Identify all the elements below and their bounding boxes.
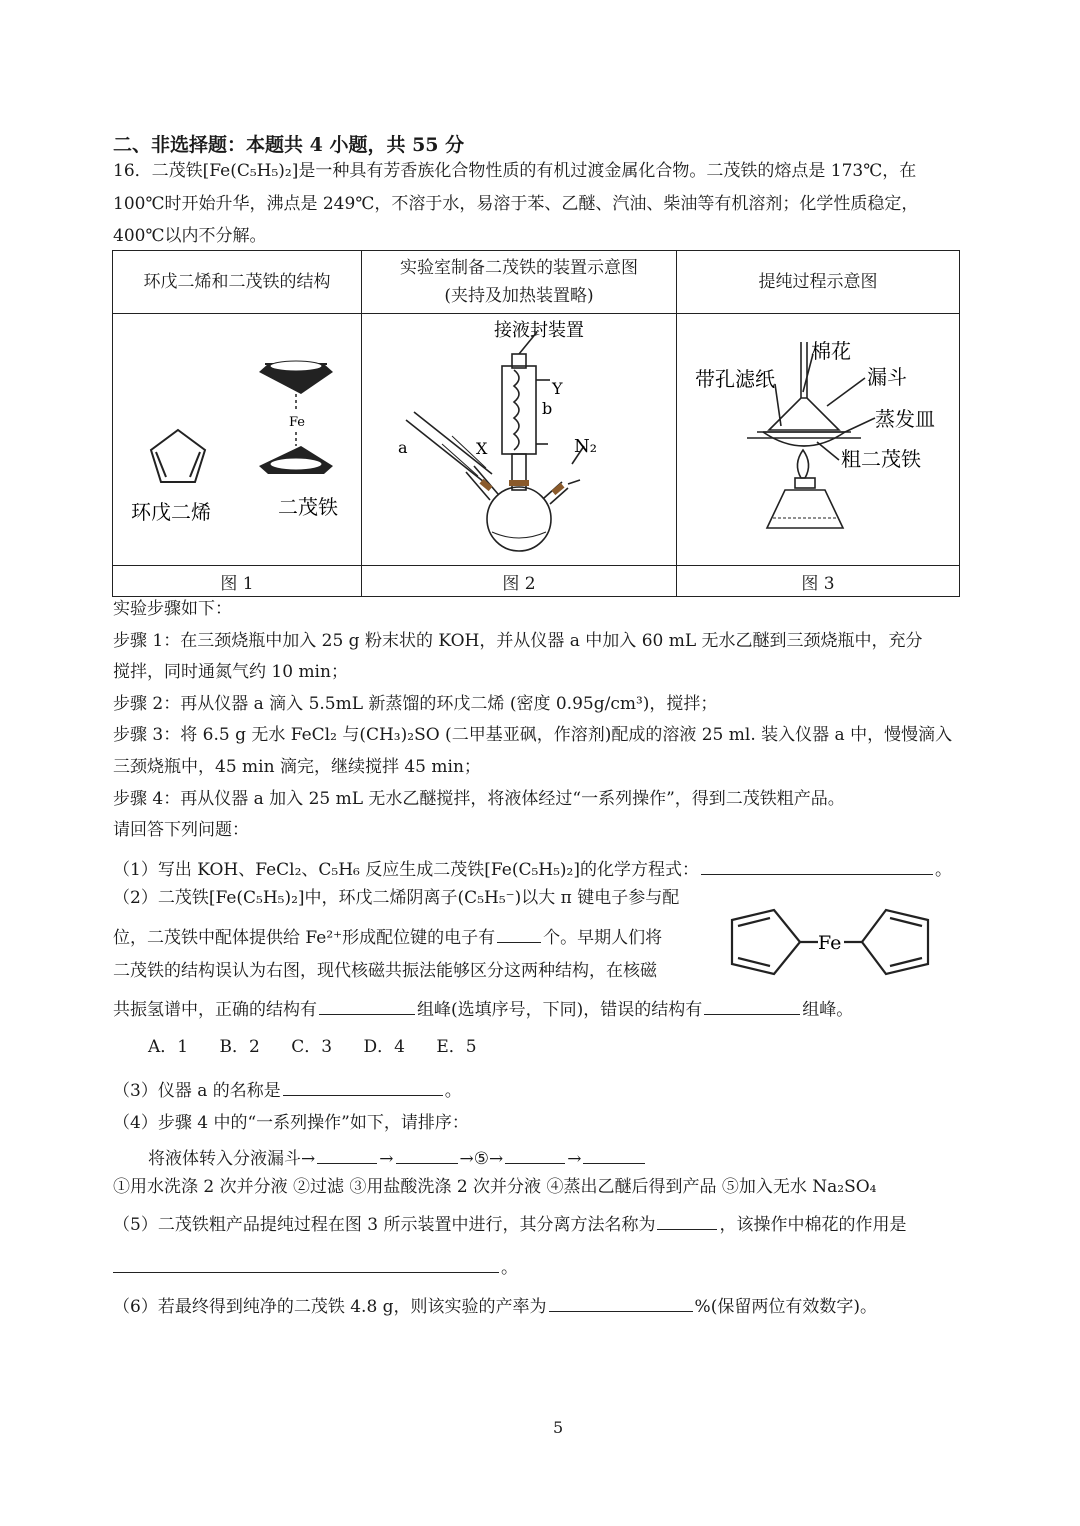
q2-line-4b: 组峰(选填序号，下同)，错误的结构有 [417, 1000, 703, 1020]
question-3-text: （3）仪器 a 的名称是 [113, 1081, 281, 1101]
label-n2: N₂ [574, 436, 597, 457]
fig2-header [362, 251, 677, 314]
funnel-label: 漏斗 [867, 365, 907, 389]
intro-line-2: 100℃时开始升华，沸点是 249℃，不溶于水，易溶于苯、乙醚、汽油、柴油等有机溶剂；化学性质稳定， [113, 194, 919, 214]
option-c[interactable]: C．3 [291, 1037, 333, 1057]
crude-ferrocene-label: 粗二茂铁 [841, 447, 921, 471]
section-title: 二、非选择题：本题共 4 小题，共 55 分 [113, 134, 465, 156]
fig2-apparatus [362, 314, 676, 560]
intro-line-1: 16．二茂铁[Fe(C₅H₅)₂]是一种具有芳香族化合物性质的有机过渡金属化合物。二茂铁的熔点是 173℃，在 [113, 161, 917, 181]
q5-end: 。 [501, 1258, 518, 1278]
step-1-line-1: 步骤 1：在三颈烧瓶中加入 25 g 粉末状的 KOH，并从仪器 a 中加入 60 mL 无水乙醚到三颈烧瓶中，充分 [113, 631, 923, 651]
fig3-caption: 图 3 [677, 566, 960, 597]
q1-answer-blank[interactable] [701, 856, 933, 875]
q4-blank-2[interactable] [396, 1145, 458, 1164]
question-2-line-4 [113, 996, 853, 1021]
q5-cotton-blank[interactable] [113, 1254, 499, 1273]
question-2-line-2 [113, 924, 662, 949]
q2-correct-peaks-blank[interactable] [319, 996, 415, 1015]
intro-line-3: 400℃以内不分解。 [113, 226, 267, 246]
q2-wrong-peaks-blank[interactable] [704, 996, 800, 1015]
q2-line-4a: 共振氢谱中，正确的结构有 [113, 1000, 317, 1020]
option-e[interactable]: E．5 [436, 1037, 477, 1057]
step-1-line-2: 搅拌，同时通氮气约 10 min； [113, 662, 348, 682]
q2-line-4c: 组峰。 [802, 1000, 854, 1020]
q4-blank-4[interactable] [583, 1145, 645, 1164]
q5-line-1a: （5）二茂铁粗产品提纯过程在图 3 所示装置中进行，其分离方法名称为 [113, 1215, 656, 1235]
fig2-image-cell [362, 314, 677, 566]
q4-blank-1[interactable] [317, 1145, 377, 1164]
q2-line-2a: 位，二茂铁中配体提供给 Fe²⁺形成配位键的电子有 [113, 928, 496, 948]
q5-line-1b: ，该操作中棉花的作用是 [719, 1215, 907, 1235]
label-y: Y [552, 379, 563, 398]
option-b[interactable]: B．2 [219, 1037, 260, 1057]
question-1 [113, 856, 952, 881]
label-x: X [476, 439, 488, 458]
page-number: 5 [553, 1418, 564, 1437]
q4-blank-3[interactable] [505, 1145, 565, 1164]
filter-paper-label: 带孔滤纸 [695, 367, 775, 391]
answer-prompt: 请回答下列问题： [113, 820, 249, 840]
wrong-structure-fe-label: Fe [818, 932, 842, 954]
q4-arrow-1: → [379, 1149, 394, 1169]
q2-electron-blank[interactable] [497, 924, 541, 943]
step-2: 步骤 2：再从仪器 a 滴入 5.5mL 新蒸馏的环戊二烯 (密度 0.95g/cm³)，搅拌； [113, 694, 718, 714]
q6-text-b: %(保留两位有效数字)。 [694, 1297, 877, 1317]
figure-table [112, 250, 960, 597]
q4-line-2a: 将液体转入分液漏斗→ [148, 1149, 316, 1169]
q2-line-2b: 个。早期人们将 [543, 928, 663, 948]
fig3-sublimation [677, 314, 959, 560]
fig1-structures [113, 314, 361, 560]
wrong-ferrocene-structure [720, 898, 940, 984]
step-3-line-1: 步骤 3：将 6.5 g 无水 FeCl₂ 与(CH₃)₂SO (二甲基亚砜，作溶剂)配成的溶液 25 ml. 装入仪器 a 中，慢慢滴入 [113, 725, 953, 745]
liquid-seal-label: 接液封装置 [494, 320, 584, 341]
label-a: a [398, 438, 408, 457]
option-a[interactable]: A．1 [148, 1037, 189, 1057]
q5-method-blank[interactable] [657, 1211, 717, 1230]
fig1-image-cell [113, 314, 362, 566]
q6-yield-blank[interactable] [549, 1293, 693, 1312]
question-4-line-2 [148, 1145, 647, 1170]
ferrocene-fe-label: Fe [289, 415, 306, 430]
question-6 [113, 1293, 877, 1318]
fig2-caption: 图 2 [362, 566, 677, 597]
question-3-end: 。 [444, 1081, 462, 1101]
fig1-header: 环戊二烯和二茂铁的结构 [113, 251, 362, 314]
fig3-header: 提纯过程示意图 [677, 251, 960, 314]
fig3-image-cell [677, 314, 960, 566]
options-row [148, 1032, 503, 1057]
step-4: 步骤 4：再从仪器 a 加入 25 mL 无水乙醚搅拌，将液体经过“一系列操作”，得到二茂铁粗产品。 [113, 789, 845, 809]
question-4-line-1: （4）步骤 4 中的“一系列操作”如下，请排序： [113, 1113, 469, 1133]
question-2-line-3: 二茂铁的结构误认为右图，现代核磁共振法能够区分这两种结构，在核磁 [113, 961, 657, 981]
steps-heading: 实验步骤如下： [113, 599, 232, 619]
cotton-label: 棉花 [811, 339, 851, 363]
cyclopentadiene-structure [151, 430, 205, 482]
fig2-header-line-1: 实验室制备二茂铁的装置示意图 [400, 258, 638, 278]
question-5-line-1 [113, 1211, 906, 1236]
fig1-caption: 图 1 [113, 566, 362, 597]
q3-answer-blank[interactable] [283, 1077, 443, 1096]
question-4-options: ①用水洗涤 2 次并分液 ②过滤 ③用盐酸洗涤 2 次并分液 ④蒸出乙醚后得到产品 ⑤加入无水 Na₂SO₄ [113, 1177, 877, 1197]
question-5-line-2 [113, 1254, 518, 1279]
option-d[interactable]: D．4 [363, 1037, 405, 1057]
three-neck-flask [406, 332, 584, 551]
fig2-header-line-2: (夹持及加热装置略) [444, 286, 594, 306]
question-3 [113, 1077, 462, 1102]
q6-text-a: （6）若最终得到纯净的二茂铁 4.8 g，则该实验的产率为 [113, 1297, 547, 1317]
evaporating-dish-label: 蒸发皿 [875, 407, 935, 431]
cyclopentadiene-label: 环戊二烯 [131, 500, 211, 524]
question-2-line-1: （2）二茂铁[Fe(C₅H₅)₂]中，环戊二烯阴离子(C₅H₅⁻)以大 π 键电子参与配 [113, 888, 680, 908]
step-3-line-2: 三颈烧瓶中，45 min 滴完，继续搅拌 45 min； [113, 757, 481, 777]
question-1-end: 。 [935, 860, 953, 880]
ferrocene-label: 二茂铁 [278, 495, 338, 519]
question-1-text: （1）写出 KOH、FeCl₂、C₅H₆ 反应生成二茂铁[Fe(C₅H₅)₂]的化学方程式： [113, 860, 700, 880]
q4-mid: →⑤→ [459, 1149, 504, 1169]
q4-arrow-2: → [567, 1149, 582, 1169]
label-b: b [542, 399, 553, 418]
